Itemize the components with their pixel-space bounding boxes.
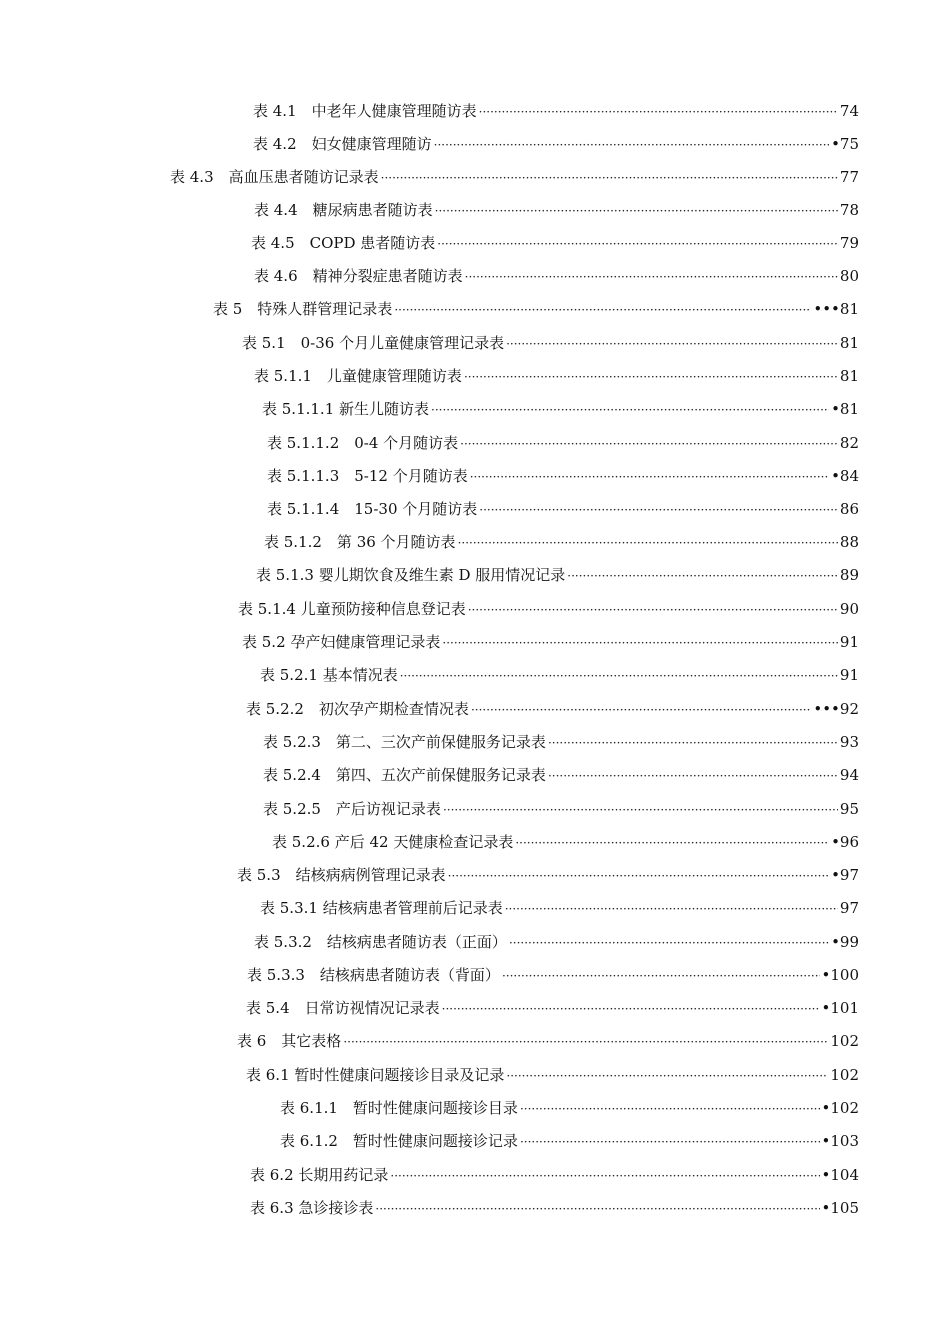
toc-entry-page: 93 bbox=[839, 733, 859, 751]
toc-leader bbox=[458, 535, 838, 552]
toc-leader bbox=[470, 469, 829, 486]
toc-leader bbox=[435, 203, 838, 220]
toc-entry[interactable] bbox=[263, 728, 859, 752]
toc-entry-label: 表 6.1 暂时性健康问题接诊目录及记录 bbox=[246, 1066, 505, 1084]
toc-entry[interactable] bbox=[246, 695, 859, 719]
toc-entry[interactable] bbox=[247, 961, 859, 985]
toc-entry[interactable] bbox=[253, 97, 859, 121]
toc-entry-label: 表 6 其它表格 bbox=[237, 1032, 342, 1050]
toc-entry-page: •75 bbox=[831, 135, 859, 153]
toc-entry[interactable] bbox=[260, 661, 859, 685]
toc-entry-label: 表 4.2 妇女健康管理随访 bbox=[253, 135, 432, 153]
toc-entry-label: 表 5.1.4 儿童预防接种信息登记表 bbox=[238, 600, 466, 618]
toc-leader bbox=[468, 602, 838, 619]
toc-entry-page: •102 bbox=[821, 1099, 859, 1117]
toc-entry[interactable] bbox=[253, 130, 859, 154]
toc-entry-label: 表 5.2.4 第四、五次产前保健服务记录表 bbox=[263, 766, 546, 784]
toc-entry-page: 102 bbox=[830, 1066, 859, 1084]
toc-entry-label: 表 4.3 高血压患者随访记录表 bbox=[170, 168, 379, 186]
toc-leader bbox=[394, 302, 811, 319]
toc-leader bbox=[375, 1201, 819, 1218]
toc-entry-page: 102 bbox=[830, 1032, 859, 1050]
toc-leader bbox=[442, 635, 838, 652]
toc-entry-label: 表 5.1.1.2 0-4 个月随访表 bbox=[267, 434, 459, 452]
toc-entry-page: •84 bbox=[831, 467, 859, 485]
toc-entry-page: 90 bbox=[839, 600, 859, 618]
toc-entry-page: •••92 bbox=[813, 700, 859, 718]
toc-entry-label: 表 6.1.2 暂时性健康问题接诊记录 bbox=[280, 1132, 518, 1150]
toc-leader bbox=[390, 1168, 819, 1185]
toc-entry-page: •103 bbox=[821, 1132, 859, 1150]
toc-entry[interactable] bbox=[251, 229, 859, 253]
toc-leader bbox=[465, 269, 838, 286]
toc-leader bbox=[381, 170, 838, 187]
toc-entry-page: 97 bbox=[839, 899, 859, 917]
toc-entry-label: 表 4.6 精神分裂症患者随访表 bbox=[254, 267, 463, 285]
toc-entry[interactable] bbox=[170, 163, 859, 187]
toc-entry[interactable] bbox=[280, 1094, 859, 1118]
toc-leader bbox=[443, 802, 838, 819]
toc-entry-label: 表 5.2.5 产后访视记录表 bbox=[263, 800, 441, 818]
toc-entry[interactable] bbox=[280, 1127, 859, 1151]
toc-entry[interactable] bbox=[237, 861, 859, 885]
toc-entry-page: 77 bbox=[839, 168, 859, 186]
toc-entry-label: 表 5.2 孕产妇健康管理记录表 bbox=[242, 633, 441, 651]
toc-entry[interactable] bbox=[256, 561, 859, 585]
toc-leader bbox=[442, 1001, 820, 1018]
toc-entry-page: 95 bbox=[839, 800, 859, 818]
toc-entry-page: 88 bbox=[839, 533, 859, 551]
toc-entry[interactable] bbox=[260, 894, 859, 918]
toc-entry[interactable] bbox=[254, 928, 859, 952]
toc-entry-label: 表 5.2.3 第二、三次产前保健服务记录表 bbox=[263, 733, 546, 751]
toc-entry-page: •81 bbox=[831, 400, 859, 418]
toc-entry-page: 81 bbox=[839, 367, 859, 385]
toc-entry[interactable] bbox=[246, 994, 859, 1018]
toc-leader bbox=[479, 502, 838, 519]
toc-entry[interactable] bbox=[267, 429, 859, 453]
toc-leader bbox=[502, 968, 820, 985]
toc-entry-page: 78 bbox=[839, 201, 859, 219]
toc-entry-label: 表 4.4 糖尿病患者随访表 bbox=[254, 201, 433, 219]
toc-entry-page: 82 bbox=[839, 434, 859, 452]
toc-entry[interactable] bbox=[238, 595, 859, 619]
toc-entry-label: 表 5.1.1.1 新生儿随访表 bbox=[262, 400, 430, 418]
toc-entry-page: •101 bbox=[821, 999, 859, 1017]
toc-entry-page: •105 bbox=[821, 1199, 859, 1217]
toc-leader bbox=[548, 768, 838, 785]
toc-entry[interactable] bbox=[272, 828, 859, 852]
toc-entry-page: 81 bbox=[839, 334, 859, 352]
toc-entry[interactable] bbox=[254, 196, 859, 220]
toc-entry[interactable] bbox=[264, 528, 859, 552]
toc-entry-label: 表 5.3.1 结核病患者管理前后记录表 bbox=[260, 899, 503, 917]
toc-entry-page: •••81 bbox=[813, 300, 859, 318]
toc-entry-page: •100 bbox=[821, 966, 859, 984]
toc-entry-label: 表 5.1.1 儿童健康管理随访表 bbox=[254, 367, 462, 385]
toc-leader bbox=[464, 369, 838, 386]
toc-entry-page: •96 bbox=[831, 833, 859, 851]
toc-entry-label: 表 4.5 COPD 患者随访表 bbox=[251, 234, 436, 252]
toc-entry[interactable] bbox=[250, 1194, 859, 1218]
toc-entry-page: 91 bbox=[839, 666, 859, 684]
toc-entry-label: 表 5.4 日常访视情况记录表 bbox=[246, 999, 440, 1017]
toc-entry-label: 表 5.1.3 婴儿期饮食及维生素 D 服用情况记录 bbox=[256, 566, 566, 584]
toc-leader bbox=[548, 735, 838, 752]
toc-leader bbox=[343, 1034, 828, 1051]
toc-entry-page: •104 bbox=[821, 1166, 859, 1184]
toc-entry-label: 表 6.1.1 暂时性健康问题接诊目录 bbox=[280, 1099, 518, 1117]
toc-entry-label: 表 6.3 急诊接诊表 bbox=[250, 1199, 374, 1217]
toc-entry-label: 表 5 特殊人群管理记录表 bbox=[213, 300, 393, 318]
toc-entry-label: 表 4.1 中老年人健康管理随访表 bbox=[253, 102, 477, 120]
toc-entry[interactable] bbox=[242, 329, 859, 353]
toc-leader bbox=[448, 868, 829, 885]
toc-entry-page: 89 bbox=[839, 566, 859, 584]
toc-entry-label: 表 5.3 结核病病例管理记录表 bbox=[237, 866, 446, 884]
toc-leader bbox=[479, 104, 838, 121]
toc-leader bbox=[509, 935, 829, 952]
toc-entry-page: 79 bbox=[839, 234, 859, 252]
toc-entry[interactable] bbox=[267, 462, 859, 486]
toc-entry-label: 表 5.1 0-36 个月儿童健康管理记录表 bbox=[242, 334, 505, 352]
toc-entry[interactable] bbox=[246, 1061, 859, 1085]
toc-entry-label: 表 6.2 长期用药记录 bbox=[250, 1166, 389, 1184]
toc-leader bbox=[520, 1134, 820, 1151]
toc-entry-label: 表 5.3.2 结核病患者随访表（正面） bbox=[254, 933, 507, 951]
toc-entry[interactable] bbox=[242, 628, 859, 652]
toc-entry[interactable] bbox=[263, 761, 859, 785]
toc-entry-label: 表 5.1.1.4 15-30 个月随访表 bbox=[267, 500, 478, 518]
toc-leader bbox=[434, 137, 829, 154]
toc-leader bbox=[505, 901, 838, 918]
toc-entry-page: •99 bbox=[831, 933, 859, 951]
toc-leader bbox=[431, 402, 829, 419]
toc-entry-label: 表 5.2.1 基本情况表 bbox=[260, 666, 398, 684]
toc-entry[interactable] bbox=[254, 362, 859, 386]
toc-leader bbox=[520, 1101, 820, 1118]
toc-leader bbox=[506, 1068, 828, 1085]
toc-entry-page: 80 bbox=[839, 267, 859, 285]
toc-entry[interactable] bbox=[263, 795, 859, 819]
toc-leader bbox=[437, 236, 838, 253]
toc-entry[interactable] bbox=[267, 495, 859, 519]
toc-leader bbox=[567, 568, 838, 585]
toc-leader bbox=[515, 835, 829, 852]
toc-leader bbox=[460, 436, 838, 453]
toc-entry[interactable] bbox=[254, 262, 859, 286]
toc-entry[interactable] bbox=[213, 295, 859, 319]
toc-entry[interactable] bbox=[250, 1161, 859, 1185]
toc-entry-page: 86 bbox=[839, 500, 859, 518]
toc-entry-page: 94 bbox=[839, 766, 859, 784]
toc-entry-page: •97 bbox=[831, 866, 859, 884]
toc-entry-label: 表 5.1.1.3 5-12 个月随访表 bbox=[267, 467, 468, 485]
toc-leader bbox=[471, 702, 811, 719]
toc-leader bbox=[506, 336, 838, 353]
toc-entry[interactable] bbox=[262, 395, 859, 419]
toc-entry-page: 91 bbox=[839, 633, 859, 651]
toc-entry-label: 表 5.1.2 第 36 个月随访表 bbox=[264, 533, 456, 551]
toc-entry[interactable] bbox=[237, 1027, 859, 1051]
toc-entry-label: 表 5.3.3 结核病患者随访表（背面） bbox=[247, 966, 500, 984]
toc-entry-label: 表 5.2.6 产后 42 天健康检查记录表 bbox=[272, 833, 514, 851]
toc-entry-label: 表 5.2.2 初次孕产期检查情况表 bbox=[246, 700, 469, 718]
toc-leader bbox=[400, 668, 838, 685]
toc-entry-page: 74 bbox=[839, 102, 859, 120]
